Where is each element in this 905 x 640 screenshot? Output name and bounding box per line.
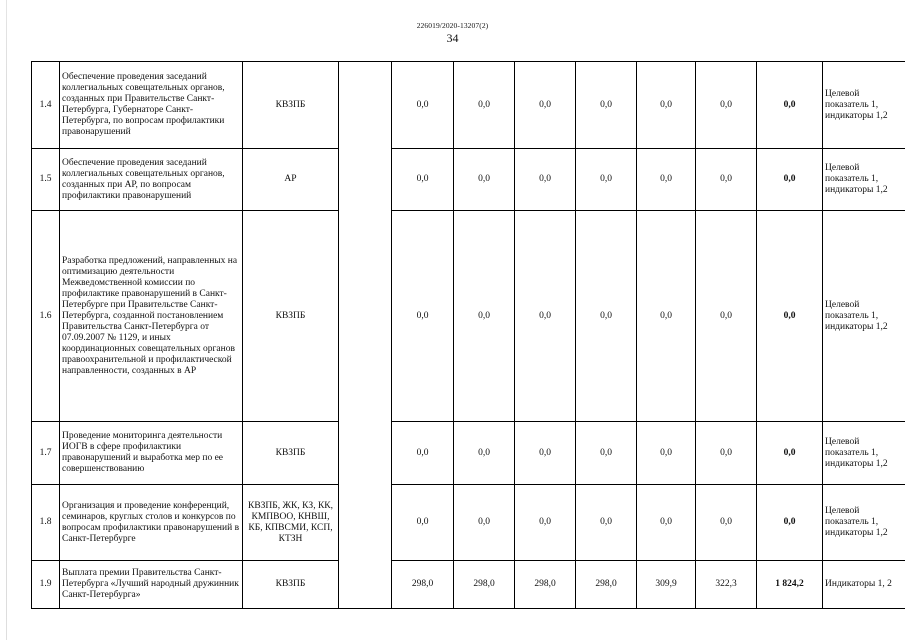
total-value: 0,0 (757, 485, 823, 561)
total-value: 0,0 (757, 422, 823, 485)
activity-name: Обеспечение проведения заседаний коллегиальных совещательных органов, созданных при Правительстве Санкт-Петербурга, Губернаторе Санкт-Петербурга, по вопросам профилактики правонарушений (60, 62, 243, 149)
year-value: 0,0 (696, 62, 757, 149)
year-value: 0,0 (637, 485, 696, 561)
total-value: 0,0 (757, 62, 823, 149)
executor: КВЗПБ (243, 62, 339, 149)
year-value: 0,0 (637, 422, 696, 485)
indicators: Целевой показатель 1, индикаторы 1,2 (823, 211, 905, 422)
year-value: 0,0 (392, 62, 454, 149)
row-number: 1.8 (32, 485, 60, 561)
year-value: 298,0 (576, 561, 637, 609)
indicators: Целевой показатель 1, индикаторы 1,2 (823, 149, 905, 211)
empty-column (339, 62, 392, 609)
year-value: 0,0 (392, 422, 454, 485)
year-value: 0,0 (696, 422, 757, 485)
row-number: 1.6 (32, 211, 60, 422)
table-row (32, 422, 905, 485)
budget-table (31, 61, 905, 609)
year-value: 0,0 (392, 211, 454, 422)
year-value: 0,0 (696, 149, 757, 211)
indicators: Целевой показатель 1, индикаторы 1,2 (823, 422, 905, 485)
indicators: Целевой показатель 1, индикаторы 1,2 (823, 485, 905, 561)
year-value: 298,0 (454, 561, 515, 609)
year-value: 0,0 (515, 211, 576, 422)
table-row (32, 211, 905, 422)
year-value: 298,0 (515, 561, 576, 609)
year-value: 0,0 (392, 149, 454, 211)
table-row (32, 485, 905, 561)
indicators: Целевой показатель 1, индикаторы 1,2 (823, 62, 905, 149)
total-value: 1 824,2 (757, 561, 823, 609)
year-value: 0,0 (576, 485, 637, 561)
table-row (32, 62, 905, 149)
executor: КВЗПБ, ЖК, КЗ, КК, КМПВОО, КНВШ, КБ, КПВСМИ, КСП, КТЗН (243, 485, 339, 561)
year-value: 0,0 (454, 422, 515, 485)
year-value: 0,0 (576, 211, 637, 422)
year-value: 298,0 (392, 561, 454, 609)
year-value: 322,3 (696, 561, 757, 609)
year-value: 0,0 (696, 211, 757, 422)
year-value: 0,0 (515, 62, 576, 149)
year-value: 0,0 (454, 211, 515, 422)
document-code: 226019/2020-13207(2) (416, 21, 489, 30)
year-value: 0,0 (515, 422, 576, 485)
year-value: 0,0 (576, 422, 637, 485)
year-value: 0,0 (454, 62, 515, 149)
activity-name: Разработка предложений, направленных на оптимизацию деятельности Межведомственной комиссии по профилактике правонарушений в Санкт-Петербурге при Правительстве Санкт-Петербурга, созданной постановлением Правительства Санкт-Петербурга от 07.09.2007 № 1129, и иных координационных совещательных органов правоохранительной и профилактической направленности, созданных в АР (60, 211, 243, 422)
row-number: 1.9 (32, 561, 60, 609)
activity-name: Организация и проведение конференций, семинаров, круглых столов и конкурсов по вопросам профилактики правонарушений в Санкт-Петербурге (60, 485, 243, 561)
year-value: 0,0 (637, 62, 696, 149)
year-value: 0,0 (515, 485, 576, 561)
table-row (32, 561, 905, 609)
activity-name: Выплата премии Правительства Санкт-Петербурга «Лучший народный дружинник Санкт-Петербурга» (60, 561, 243, 609)
activity-name: Обеспечение проведения заседаний коллегиальных совещательных органов, созданных при АР, по вопросам профилактики правонарушений (60, 149, 243, 211)
row-number: 1.7 (32, 422, 60, 485)
year-value: 309,9 (637, 561, 696, 609)
total-value: 0,0 (757, 149, 823, 211)
year-value: 0,0 (454, 485, 515, 561)
executor: КВЗПБ (243, 422, 339, 485)
year-value: 0,0 (515, 149, 576, 211)
year-value: 0,0 (454, 149, 515, 211)
year-value: 0,0 (576, 149, 637, 211)
year-value: 0,0 (696, 485, 757, 561)
scan-edge-line (6, 0, 7, 640)
executor: КВЗПБ (243, 211, 339, 422)
page-number: 34 (446, 31, 459, 45)
total-value: 0,0 (757, 211, 823, 422)
indicators: Индикаторы 1, 2 (823, 561, 905, 609)
executor: АР (243, 149, 339, 211)
year-value: 0,0 (392, 485, 454, 561)
table-row (32, 149, 905, 211)
activity-name: Проведение мониторинга деятельности ИОГВ в сфере профилактики правонарушений и выработка мер по ее совершенствованию (60, 422, 243, 485)
row-number: 1.4 (32, 62, 60, 149)
executor: КВЗПБ (243, 561, 339, 609)
year-value: 0,0 (637, 149, 696, 211)
year-value: 0,0 (576, 62, 637, 149)
year-value: 0,0 (637, 211, 696, 422)
row-number: 1.5 (32, 149, 60, 211)
